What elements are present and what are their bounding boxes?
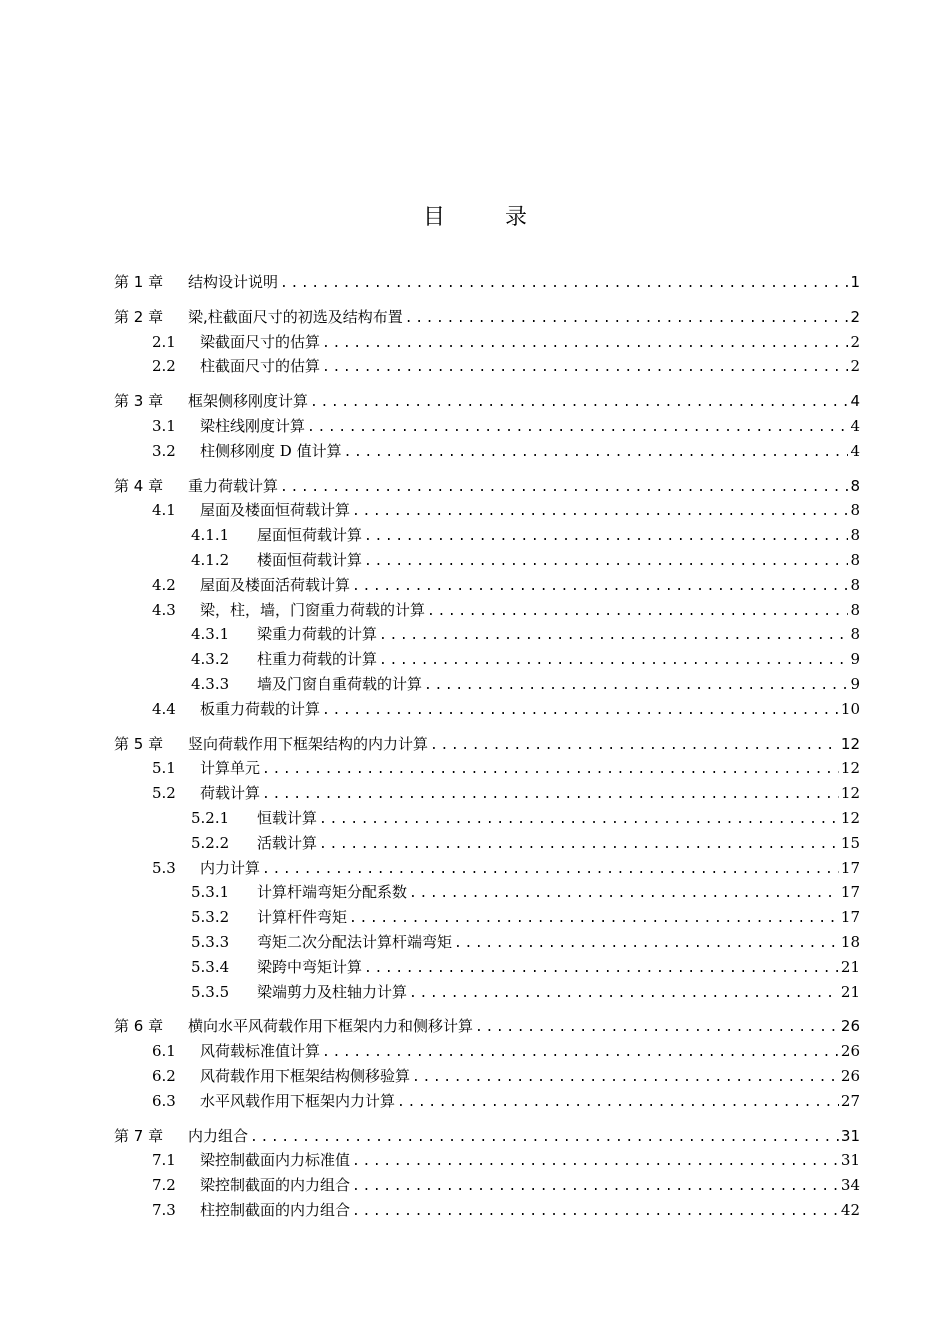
toc-entry-section[interactable] [114, 1148, 860, 1173]
toc-dot-leader [280, 272, 848, 297]
toc-entry-section[interactable] [114, 697, 860, 722]
toc-entry-page-number: 2 [850, 357, 860, 376]
toc-dot-leader [409, 982, 839, 1007]
toc-dot-leader [322, 1041, 839, 1066]
toc-entry-page-number: 4 [850, 416, 860, 435]
toc-entry-page-number: 12 [840, 808, 860, 827]
toc-entry-page-number: 8 [850, 625, 860, 644]
toc-entry-number: 5.3.4 [191, 957, 230, 976]
toc-entry-section[interactable] [114, 498, 860, 523]
toc-dot-leader [319, 833, 839, 858]
toc-dot-leader [352, 575, 848, 600]
toc-entry-title: 梁端剪力及柱轴力计算 [257, 982, 408, 1001]
toc-entry-title: 恒载计算 [257, 808, 318, 827]
toc-entry-subsection[interactable] [114, 672, 860, 697]
toc-entry-number: 第 6 章 [114, 1017, 164, 1036]
toc-entry-number: 7.2 [152, 1176, 176, 1195]
toc-dot-leader [352, 500, 848, 525]
toc-entry-page-number: 15 [840, 833, 860, 852]
toc-entry-number: 5.2.2 [191, 833, 230, 852]
toc-entry-subsection[interactable] [114, 806, 860, 831]
toc-entry-title: 结构设计说明 [188, 273, 279, 291]
toc-entry-number: 第 2 章 [114, 307, 164, 326]
toc-entry-title: 梁,柱截面尺寸的初选及结构布置 [188, 307, 403, 326]
toc-entry-title: 弯矩二次分配法计算杆端弯矩 [257, 932, 453, 951]
toc-entry-page-number: 4 [850, 392, 860, 411]
toc-entry-number: 5.2 [152, 784, 176, 803]
toc-entry-subsection[interactable] [114, 930, 860, 955]
toc-title [0, 200, 950, 231]
toc-entry-number: 4.1.1 [191, 526, 230, 545]
toc-entry-title: 水平风载作用下框架内力计算 [200, 1091, 396, 1110]
toc-dot-leader [322, 699, 839, 724]
toc-entry-number: 4.3.2 [191, 650, 230, 669]
toc-entry-title: 梁跨中弯矩计算 [257, 957, 363, 976]
toc-entry-section[interactable] [114, 414, 860, 439]
toc-entry-number: 第 5 章 [114, 734, 164, 753]
toc-entry-title: 荷载计算 [200, 784, 261, 803]
toc-entry-page-number: 12 [840, 784, 860, 803]
toc-entry-title: 计算杆件弯矩 [257, 908, 348, 927]
toc-entry-section[interactable] [114, 1089, 860, 1114]
toc-entry-title: 柱控制截面的内力组合 [200, 1200, 351, 1219]
toc-entry-chapter[interactable] [114, 305, 860, 330]
toc-entry-number: 5.3.1 [191, 883, 230, 902]
toc-entry-section[interactable] [114, 1039, 860, 1064]
toc-entry-section[interactable] [114, 856, 860, 881]
toc-entry-subsection[interactable] [114, 831, 860, 856]
toc-entry-title: 屋面及楼面活荷载计算 [200, 575, 351, 594]
toc-entry-title: 活载计算 [257, 833, 318, 852]
toc-entry-title: 柱重力荷载的计算 [257, 650, 378, 669]
toc-entry-title: 梁重力荷载的计算 [257, 625, 378, 644]
toc-entry-title: 重力荷载计算 [188, 476, 279, 495]
toc-entry-section[interactable] [114, 1064, 860, 1089]
toc-entry-section[interactable] [114, 781, 860, 806]
toc-dot-leader [344, 441, 848, 466]
toc-entry-page-number: 8 [850, 476, 860, 495]
toc-entry-number: 5.3.2 [191, 908, 230, 927]
toc-entry-number: 4.2 [152, 575, 176, 594]
toc-entry-page-number: 31 [840, 1126, 860, 1145]
toc-entry-page-number: 8 [850, 600, 860, 619]
toc-entry-number: 3.1 [152, 416, 176, 435]
toc-entry-subsection[interactable] [114, 548, 860, 573]
toc-entry-number: 7.1 [152, 1151, 176, 1170]
toc-entry-number: 5.3.3 [191, 932, 230, 951]
toc-dot-leader [262, 758, 839, 783]
toc-entry-section[interactable] [114, 573, 860, 598]
toc-title-char-2: 录 [505, 205, 528, 230]
toc-entry-page-number: 1 [850, 273, 860, 291]
toc-entry-page-number: 17 [840, 883, 860, 902]
toc-entry-section[interactable] [114, 439, 860, 464]
toc-entry-title: 柱截面尺寸的估算 [200, 357, 321, 376]
toc-entry-number: 2.1 [152, 332, 176, 351]
toc-entry-number: 6.2 [152, 1066, 176, 1085]
toc-entry-section[interactable] [114, 756, 860, 781]
toc-entry-number: 第 1 章 [114, 273, 164, 291]
toc-entry-subsection[interactable] [114, 980, 860, 1005]
toc-entry-number: 5.1 [152, 759, 176, 778]
toc-entry-page-number: 26 [840, 1042, 860, 1061]
toc-entry-chapter[interactable] [114, 732, 860, 757]
toc-dot-leader [427, 600, 848, 625]
toc-entry-subsection[interactable] [114, 647, 860, 672]
toc-dot-leader [397, 1091, 839, 1116]
toc-entry-chapter[interactable] [114, 389, 860, 414]
toc-entry-page-number: 21 [840, 957, 860, 976]
toc-dot-leader [412, 1066, 839, 1091]
toc-entry-chapter[interactable] [114, 270, 860, 295]
toc-entry-chapter[interactable] [114, 474, 860, 499]
toc-entry-section[interactable] [114, 330, 860, 355]
toc-entry-page-number: 2 [850, 332, 860, 351]
toc-entry-number: 6.3 [152, 1091, 176, 1110]
toc-dot-leader [250, 1126, 839, 1151]
toc-dot-leader [322, 332, 848, 357]
toc-entry-number: 第 7 章 [114, 1126, 164, 1145]
toc-entry-title: 梁截面尺寸的估算 [200, 332, 321, 351]
toc-entry-title: 风荷载作用下框架结构侧移验算 [200, 1066, 411, 1085]
toc-entry-title: 屋面恒荷载计算 [257, 526, 363, 545]
toc-entry-chapter[interactable] [114, 1124, 860, 1149]
toc-entry-page-number: 26 [840, 1017, 860, 1036]
toc-dot-leader [364, 525, 848, 550]
toc-dot-leader [352, 1175, 839, 1200]
toc-dot-leader [307, 416, 848, 441]
toc-entry-page-number: 18 [840, 932, 860, 951]
toc-dot-leader [405, 307, 848, 332]
toc-dot-leader [352, 1150, 839, 1175]
table-of-contents [114, 270, 860, 1223]
toc-dot-leader [430, 734, 839, 759]
toc-entry-page-number: 2 [850, 307, 860, 326]
toc-entry-page-number: 42 [840, 1200, 860, 1219]
toc-entry-section[interactable] [114, 1198, 860, 1223]
toc-entry-title: 计算杆端弯矩分配系数 [257, 883, 408, 902]
toc-entry-title: 梁柱线刚度计算 [200, 416, 306, 435]
toc-entry-number: 4.3.1 [191, 625, 230, 644]
toc-dot-leader [352, 1200, 839, 1225]
toc-dot-leader [349, 907, 839, 932]
toc-entry-title: 柱侧移刚度 D 值计算 [200, 441, 342, 460]
toc-entry-page-number: 12 [840, 734, 860, 753]
toc-dot-leader [280, 476, 848, 501]
toc-dot-leader [310, 391, 848, 416]
toc-entry-title: 内力组合 [188, 1126, 249, 1145]
toc-entry-title: 横向水平风荷载作用下框架内力和侧移计算 [188, 1017, 474, 1036]
toc-entry-number: 5.3 [152, 858, 176, 877]
toc-dot-leader [475, 1016, 839, 1041]
toc-entry-section[interactable] [114, 354, 860, 379]
toc-entry-title: 框架侧移刚度计算 [188, 392, 309, 411]
toc-entry-page-number: 9 [850, 650, 860, 669]
toc-entry-number: 7.3 [152, 1200, 176, 1219]
toc-entry-title: 梁，柱，墙，门窗重力荷载的计算 [200, 600, 426, 619]
toc-entry-page-number: 8 [850, 575, 860, 594]
toc-entry-section[interactable] [114, 1173, 860, 1198]
toc-entry-title: 板重力荷载的计算 [200, 699, 321, 718]
toc-entry-subsection[interactable] [114, 955, 860, 980]
toc-entry-title: 梁控制截面的内力组合 [200, 1176, 351, 1195]
toc-entry-subsection[interactable] [114, 880, 860, 905]
toc-entry-number: 3.2 [152, 441, 176, 460]
toc-entry-number: 第 3 章 [114, 392, 164, 411]
toc-entry-subsection[interactable] [114, 622, 860, 647]
toc-entry-page-number: 8 [850, 526, 860, 545]
toc-entry-number: 5.3.5 [191, 982, 230, 1001]
toc-dot-leader [424, 674, 848, 699]
toc-title-char-1: 目 [422, 205, 445, 230]
toc-entry-page-number: 17 [840, 908, 860, 927]
toc-entry-page-number: 27 [840, 1091, 860, 1110]
toc-dot-leader [379, 624, 848, 649]
toc-entry-page-number: 4 [850, 441, 860, 460]
toc-entry-number: 4.4 [152, 699, 176, 718]
toc-dot-leader [319, 808, 839, 833]
toc-entry-title: 内力计算 [200, 858, 261, 877]
toc-entry-title: 风荷载标准值计算 [200, 1042, 321, 1061]
toc-entry-subsection[interactable] [114, 905, 860, 930]
toc-entry-title: 楼面恒荷载计算 [257, 550, 363, 569]
toc-dot-leader [409, 882, 839, 907]
toc-entry-page-number: 31 [840, 1151, 860, 1170]
toc-entry-page-number: 10 [840, 699, 860, 718]
toc-entry-number: 6.1 [152, 1042, 176, 1061]
toc-entry-title: 竖向荷载作用下框架结构的内力计算 [188, 734, 429, 753]
toc-entry-page-number: 17 [840, 858, 860, 877]
toc-dot-leader [364, 550, 848, 575]
toc-dot-leader [262, 858, 839, 883]
toc-entry-number: 4.3.3 [191, 674, 230, 693]
toc-entry-title: 屋面及楼面恒荷载计算 [200, 501, 351, 520]
toc-entry-title: 梁控制截面内力标准值 [200, 1151, 351, 1170]
toc-dot-leader [262, 783, 839, 808]
toc-entry-chapter[interactable] [114, 1014, 860, 1039]
toc-entry-section[interactable] [114, 598, 860, 623]
toc-entry-page-number: 8 [850, 550, 860, 569]
toc-entry-page-number: 21 [840, 982, 860, 1001]
toc-entry-page-number: 9 [850, 674, 860, 693]
toc-entry-number: 第 4 章 [114, 476, 164, 495]
toc-entry-number: 4.1.2 [191, 550, 230, 569]
toc-entry-number: 5.2.1 [191, 808, 230, 827]
toc-entry-page-number: 12 [840, 759, 860, 778]
toc-dot-leader [379, 649, 848, 674]
toc-entry-page-number: 8 [850, 501, 860, 520]
toc-entry-page-number: 34 [840, 1176, 860, 1195]
toc-entry-page-number: 26 [840, 1066, 860, 1085]
toc-entry-title: 计算单元 [200, 759, 261, 778]
toc-entry-title: 墙及门窗自重荷载的计算 [257, 674, 423, 693]
toc-entry-number: 4.1 [152, 501, 176, 520]
toc-dot-leader [364, 957, 839, 982]
toc-dot-leader [322, 356, 848, 381]
toc-entry-number: 4.3 [152, 600, 176, 619]
toc-entry-subsection[interactable] [114, 523, 860, 548]
toc-entry-number: 2.2 [152, 357, 176, 376]
toc-dot-leader [454, 932, 839, 957]
